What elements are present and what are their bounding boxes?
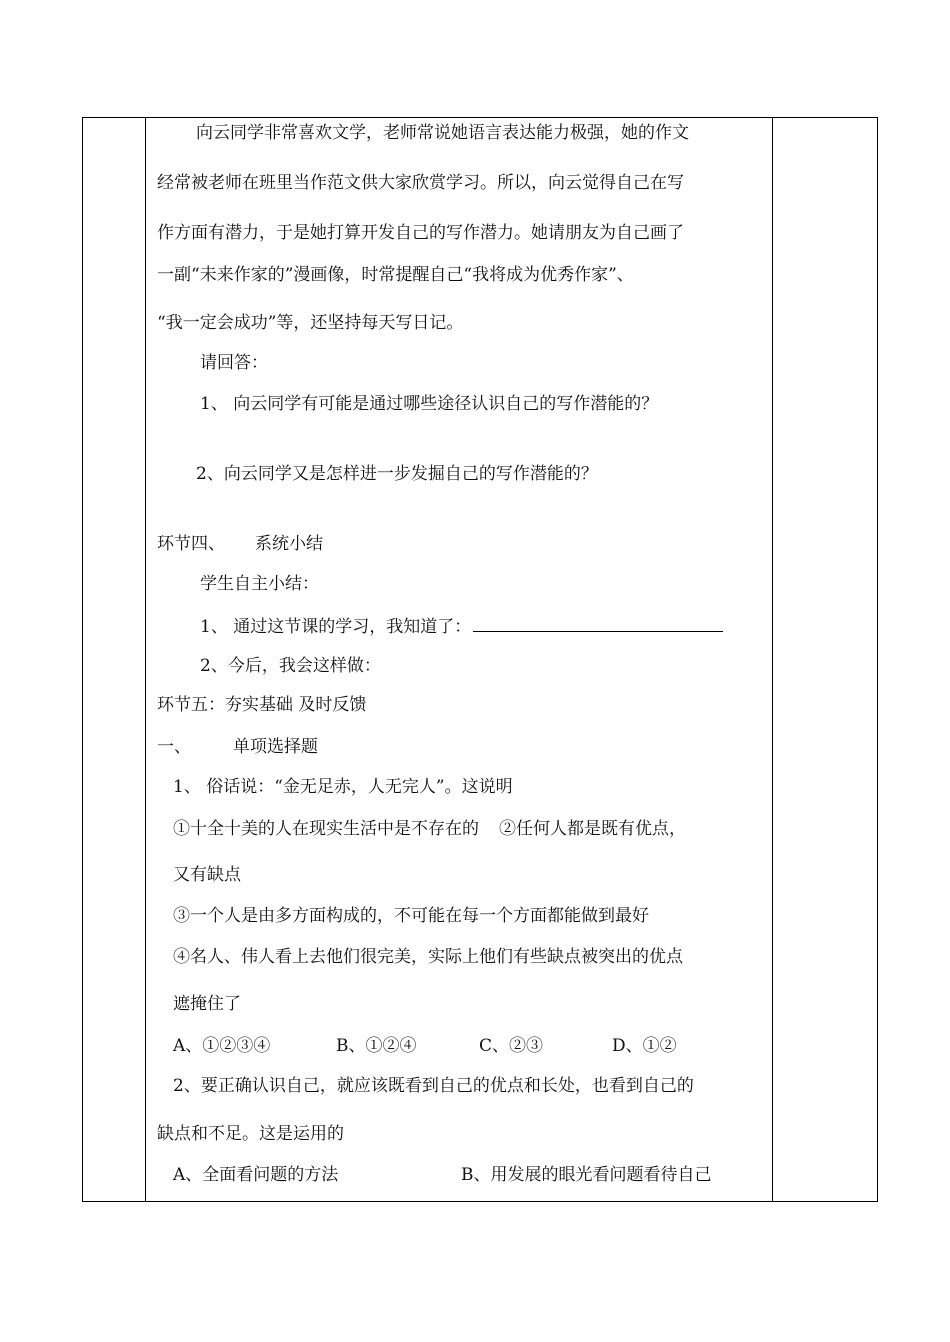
- section-4-title: 系统小结: [255, 534, 323, 554]
- mc1-choice-a: A、①②③④: [173, 1036, 271, 1056]
- summary-item-2: 2、今后，我会这样做：: [200, 656, 381, 676]
- summary-intro: 学生自主小结：: [200, 574, 319, 594]
- part-1-heading: [157, 736, 318, 758]
- mc1-stem: 1、 俗话说：“金无足赤，人无完人”。这说明: [173, 777, 513, 797]
- para1-line5: “我一定会成功”等，还坚持每天写日记。: [157, 313, 464, 333]
- mc1-option-4-cont: 遮掩住了: [173, 994, 241, 1014]
- mc2-stem-line2: 缺点和不足。这是运用的: [157, 1124, 344, 1144]
- column-divider-left: [145, 118, 146, 1201]
- para1-line4: 一副“未来作家的”漫画像，时常提醒自己“我将成为优秀作家”、: [157, 265, 634, 285]
- mc1-options-line1: [173, 818, 686, 840]
- mc1-option-4: ④名人、伟人看上去他们很完美，实际上他们有些缺点被突出的优点: [173, 947, 683, 967]
- mc1-option-2-cont: 又有缺点: [173, 865, 241, 885]
- mc1-choice-b: B、①②④: [336, 1036, 417, 1056]
- answer-blank-line[interactable]: [473, 613, 723, 632]
- question-2: 2、向云同学又是怎样进一步发掘自己的写作潜能的？: [196, 464, 598, 484]
- mc1-option-2: ②任何人都是既有优点，: [499, 819, 686, 839]
- part-1-title: 单项选择题: [233, 737, 318, 757]
- summary-item-1: [200, 613, 723, 638]
- mc2-choice-b: B、用发展的眼光看问题看待自己: [461, 1165, 712, 1185]
- section-4-label: 环节四、: [157, 534, 225, 554]
- mc1-choice-d: D、①②: [612, 1036, 677, 1056]
- part-1-number: 一、: [157, 737, 191, 757]
- mc1-option-3: ③一个人是由多方面构成的，不可能在每一个方面都能做到最好: [173, 906, 649, 926]
- section-5-heading: 环节五：夯实基础 及时反馈: [157, 695, 367, 715]
- mc2-choice-a: A、全面看问题的方法: [173, 1165, 339, 1185]
- mc2-stem-line1: 2、要正确认识自己，就应该既看到自己的优点和长处，也看到自己的: [173, 1076, 694, 1096]
- section-4-heading: [157, 533, 323, 555]
- para1-line2: 经常被老师在班里当作范文供大家欣赏学习。所以，向云觉得自己在写: [157, 173, 684, 193]
- para1-line3: 作方面有潜力，于是她打算开发自己的写作潜力。她请朋友为自己画了: [157, 223, 684, 243]
- mc1-option-1: ①十全十美的人在现实生活中是不存在的: [173, 819, 479, 839]
- question-1: 1、 向云同学有可能是通过哪些途径认识自己的写作潜能的？: [200, 394, 659, 414]
- prompt-label: 请回答：: [200, 353, 268, 373]
- summary-item-1-label: 1、 通过这节课的学习，我知道了：: [200, 617, 472, 637]
- column-divider-right: [772, 118, 773, 1201]
- mc1-choice-c: C、②③: [479, 1036, 544, 1056]
- para1-line1: 向云同学非常喜欢文学，老师常说她语言表达能力极强，她的作文: [196, 123, 689, 143]
